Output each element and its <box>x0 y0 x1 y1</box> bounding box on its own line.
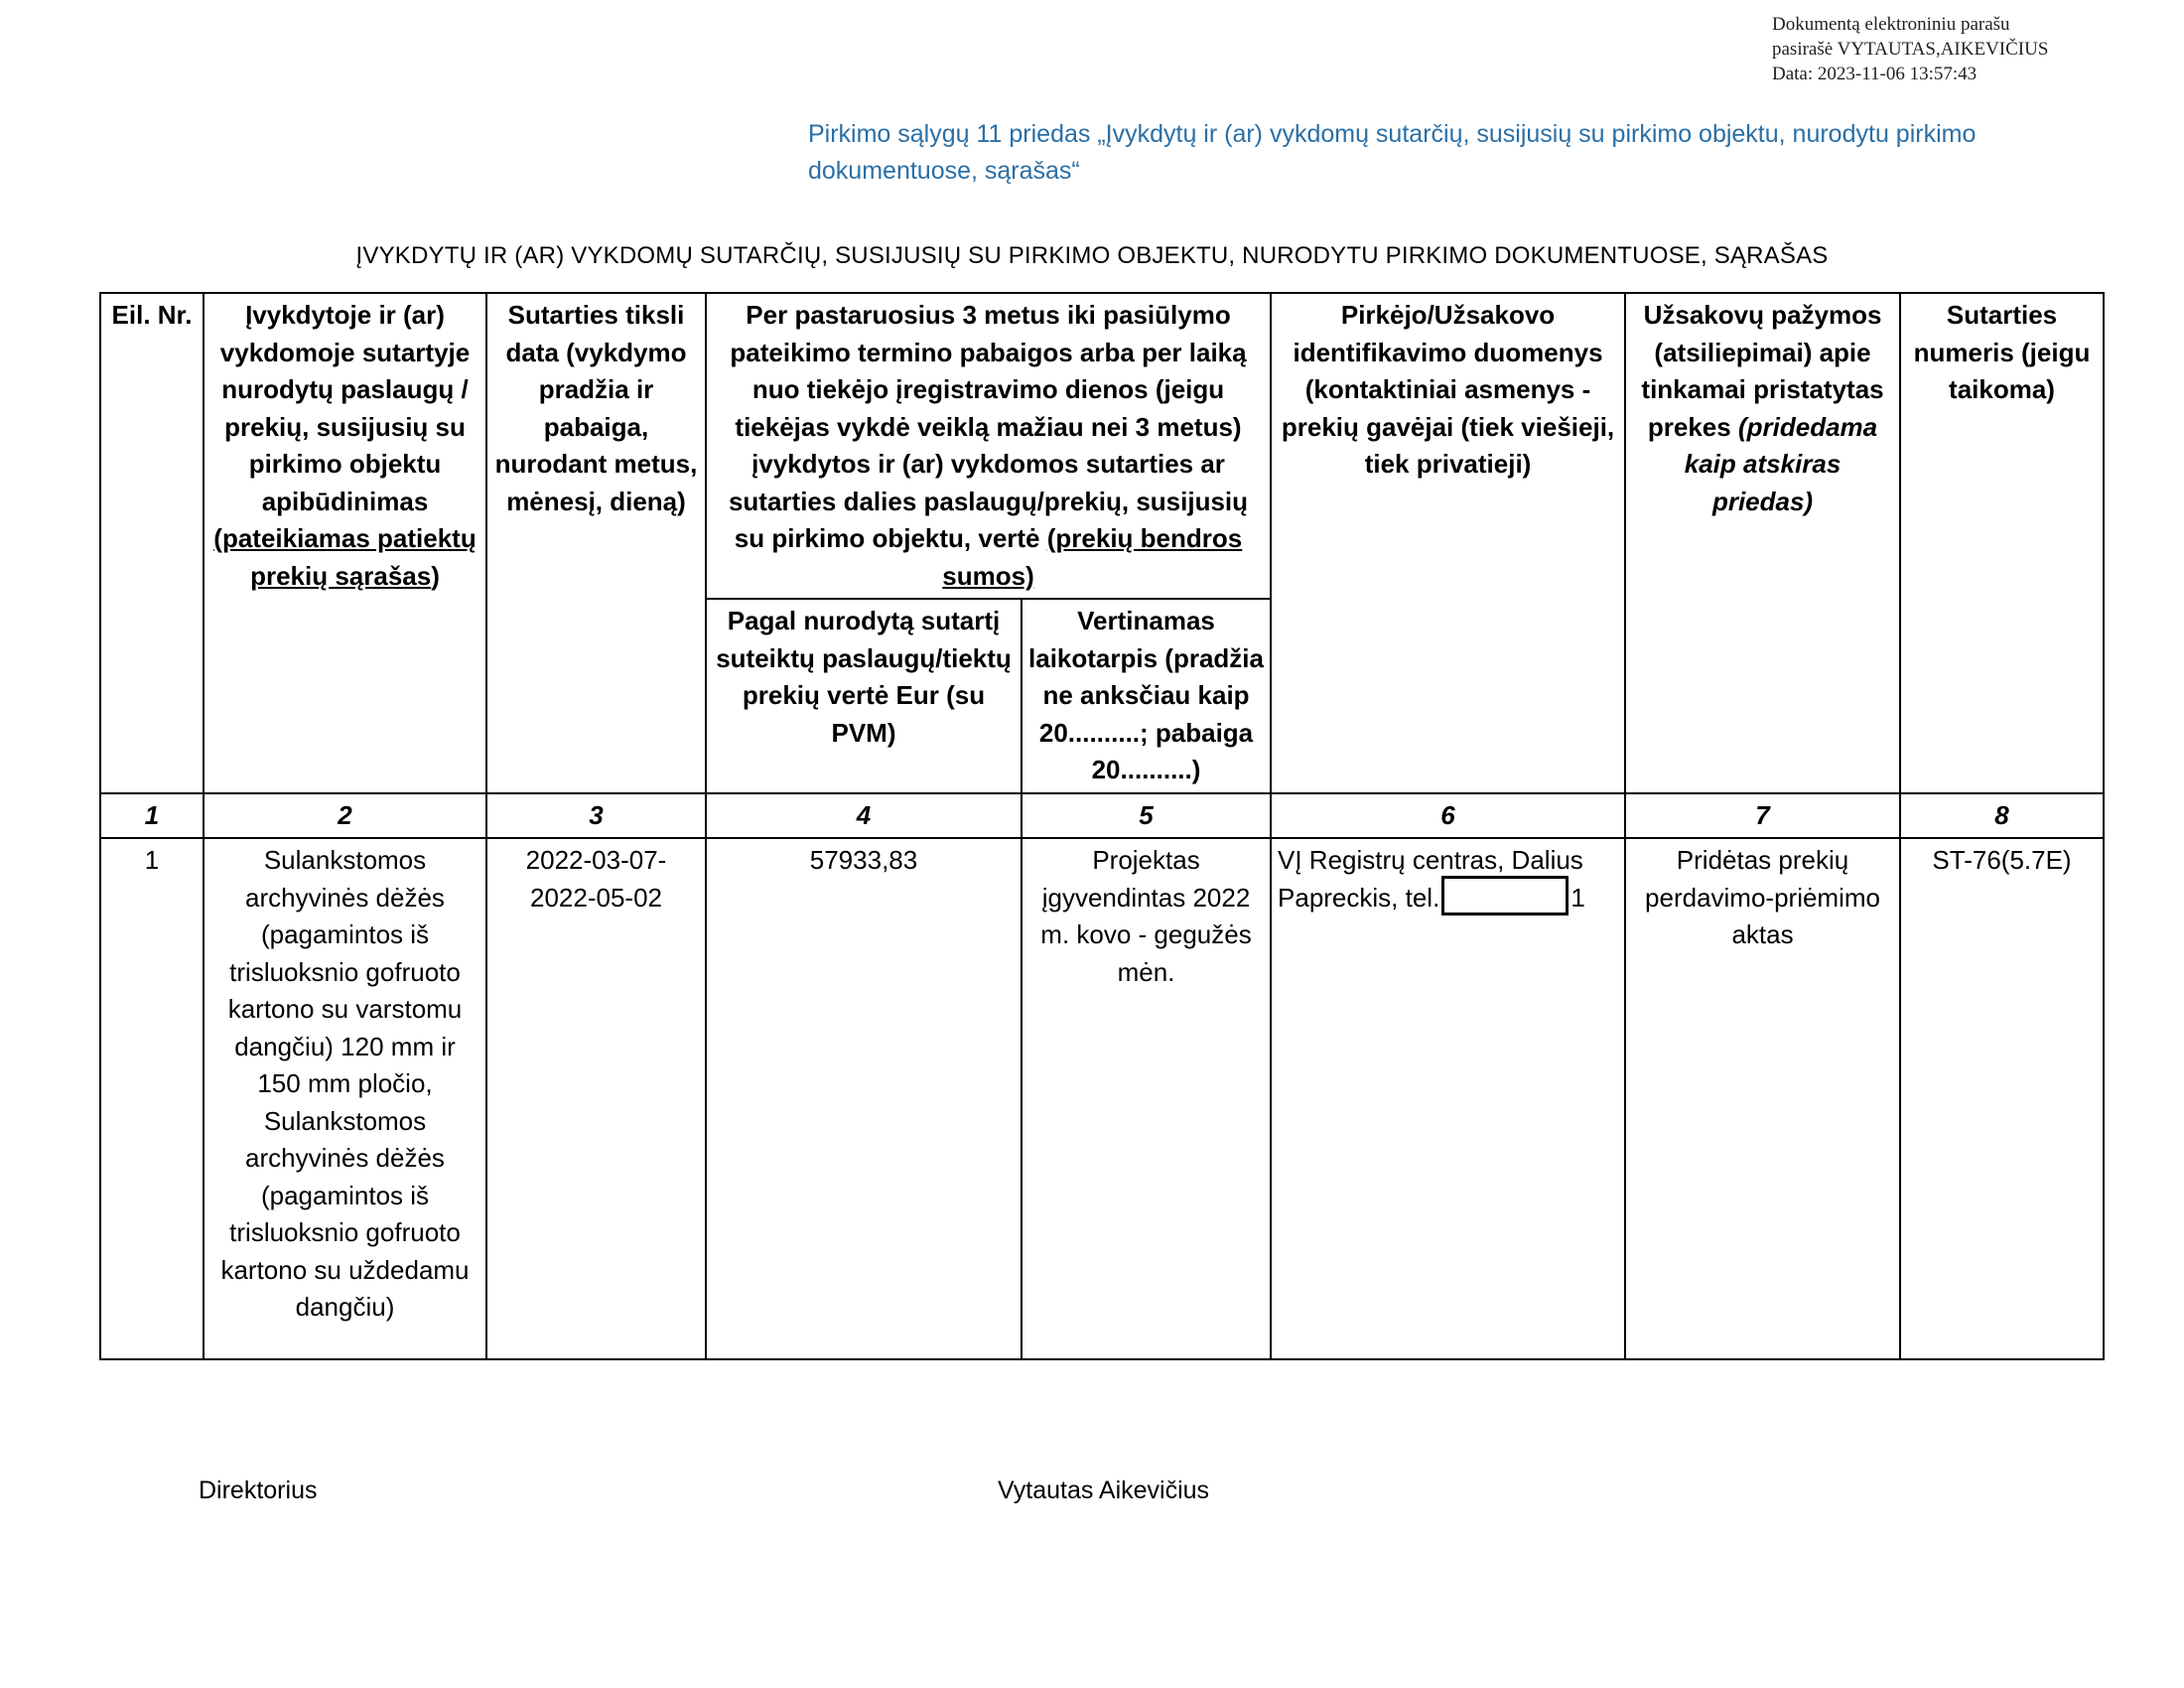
signature-line-2: pasirašė VYTAUTAS,AIKEVIČIUS <box>1772 39 2049 60</box>
column-number: 3 <box>486 793 706 839</box>
column-number: 2 <box>204 793 486 839</box>
signature-line-3: Data: 2023-11-06 13:57:43 <box>1772 64 1978 84</box>
table-row <box>100 838 2104 1359</box>
header-value-group <box>706 293 1271 599</box>
redacted-phone-box <box>1441 876 1569 915</box>
row-value: 57933,83 <box>706 838 1022 1359</box>
header-description-tail: ) <box>431 560 440 591</box>
e-signature-stamp <box>1772 12 2048 86</box>
annex-title: Pirkimo sąlygų 11 priedas „Įvykdytų ir (ar) vykdomų sutarčių, susijusių su pirkimo objektu, nurodytu pirkimo dokumentuose, sąrašas“ <box>808 120 1977 185</box>
row-no: 1 <box>100 838 204 1359</box>
column-number: 4 <box>706 793 1022 839</box>
signer-name: Vytautas Aikevičius <box>998 1477 1210 1504</box>
header-description-main: Įvykdytoje ir (ar) vykdomoje sutartyje nurodytų paslaugų / prekių, susijusių su pirkimo objektu apibūdinimas <box>219 300 471 516</box>
row-period: Projektas įgyvendintas 2022 m. kovo - gegužės mėn. <box>1022 838 1271 1359</box>
header-period: Vertinamas laikotarpis (pradžia ne anksčiau kaip 20..........; pabaiga 20..........) <box>1022 599 1271 793</box>
column-number: 6 <box>1271 793 1625 839</box>
header-buyer: Pirkėjo/Užsakovo identifikavimo duomenys (kontaktiniai asmenys - prekių gavėjai (tiek viešieji, tiek privatieji) <box>1271 293 1625 793</box>
contracts-table <box>99 292 2105 1360</box>
row-description: Sulankstomos archyvinės dėžės (pagamintos iš trisluoksnio gofruoto kartono su varstomu dangčiu) 120 mm ir 150 mm pločio, Sulankstomos archyvinės dėžės (pagamintos iš trisluoksnio gofruoto kartono su uždedamu dangčiu) <box>204 838 486 1359</box>
row-buyer-suffix: 1 <box>1570 882 1585 913</box>
header-description <box>204 293 486 793</box>
header-no: Eil. Nr. <box>100 293 204 793</box>
row-buyer-text: VĮ Registrų centras, Dalius Papreckis, tel. <box>1278 845 1583 913</box>
header-references-main: Užsakovų pažymos (atsiliepimai) apie tinkamai pristatytas prekes <box>1641 300 1884 442</box>
column-number: 8 <box>1900 793 2104 839</box>
column-number: 1 <box>100 793 204 839</box>
header-contract-number: Sutarties numeris (jeigu taikoma) <box>1900 293 2104 793</box>
header-row-top <box>100 293 2104 599</box>
row-contract-number: ST-76(5.7E) <box>1900 838 2104 1359</box>
header-value-group-main: Per pastaruosius 3 metus iki pasiūlymo pateikimo termino pabaigos arba per laiką nuo tiekėjo įregistravimo dienos (jeigu tiekėjas vykdė veiklą mažiau nei 3 metus) įvykdytos ir (ar) vykdomos sutarties ar sutarties dalies paslaugų/prekių, susijusių su pirkimo objektu, vertė <box>728 300 1249 553</box>
row-date: 2022-03-07-2022-05-02 <box>486 838 706 1359</box>
header-references-italic: (pridedama kaip atskiras priedas) <box>1684 411 1878 516</box>
signer-role: Direktorius <box>199 1477 318 1504</box>
column-number: 7 <box>1625 793 1900 839</box>
header-description-underlined: (pateikiamas patiektų prekių sąrašas <box>213 523 477 591</box>
signature-line-1: Dokumentą elektroniniu parašu <box>1772 14 2010 35</box>
column-number: 5 <box>1022 793 1271 839</box>
header-references <box>1625 293 1900 793</box>
header-date: Sutarties tiksli data (vykdymo pradžia ir pabaiga, nurodant metus, mėnesį, dieną) <box>486 293 706 793</box>
document-title: ĮVYKDYTŲ IR (AR) VYKDOMŲ SUTARČIŲ, SUSIJUSIŲ SU PIRKIMO OBJEKTU, NURODYTU PIRKIMO DOKUMENTUOSE, SĄRAŠAS <box>355 242 1829 269</box>
column-number-row <box>100 793 2104 839</box>
row-buyer <box>1271 838 1625 1359</box>
row-references: Pridėtas prekių perdavimo-priėmimo aktas <box>1625 838 1900 1359</box>
header-value-group-underlined: (prekių bendros sumos) <box>942 523 1243 591</box>
header-value: Pagal nurodytą sutartį suteiktų paslaugų/tiektų prekių vertė Eur (su PVM) <box>706 599 1022 793</box>
